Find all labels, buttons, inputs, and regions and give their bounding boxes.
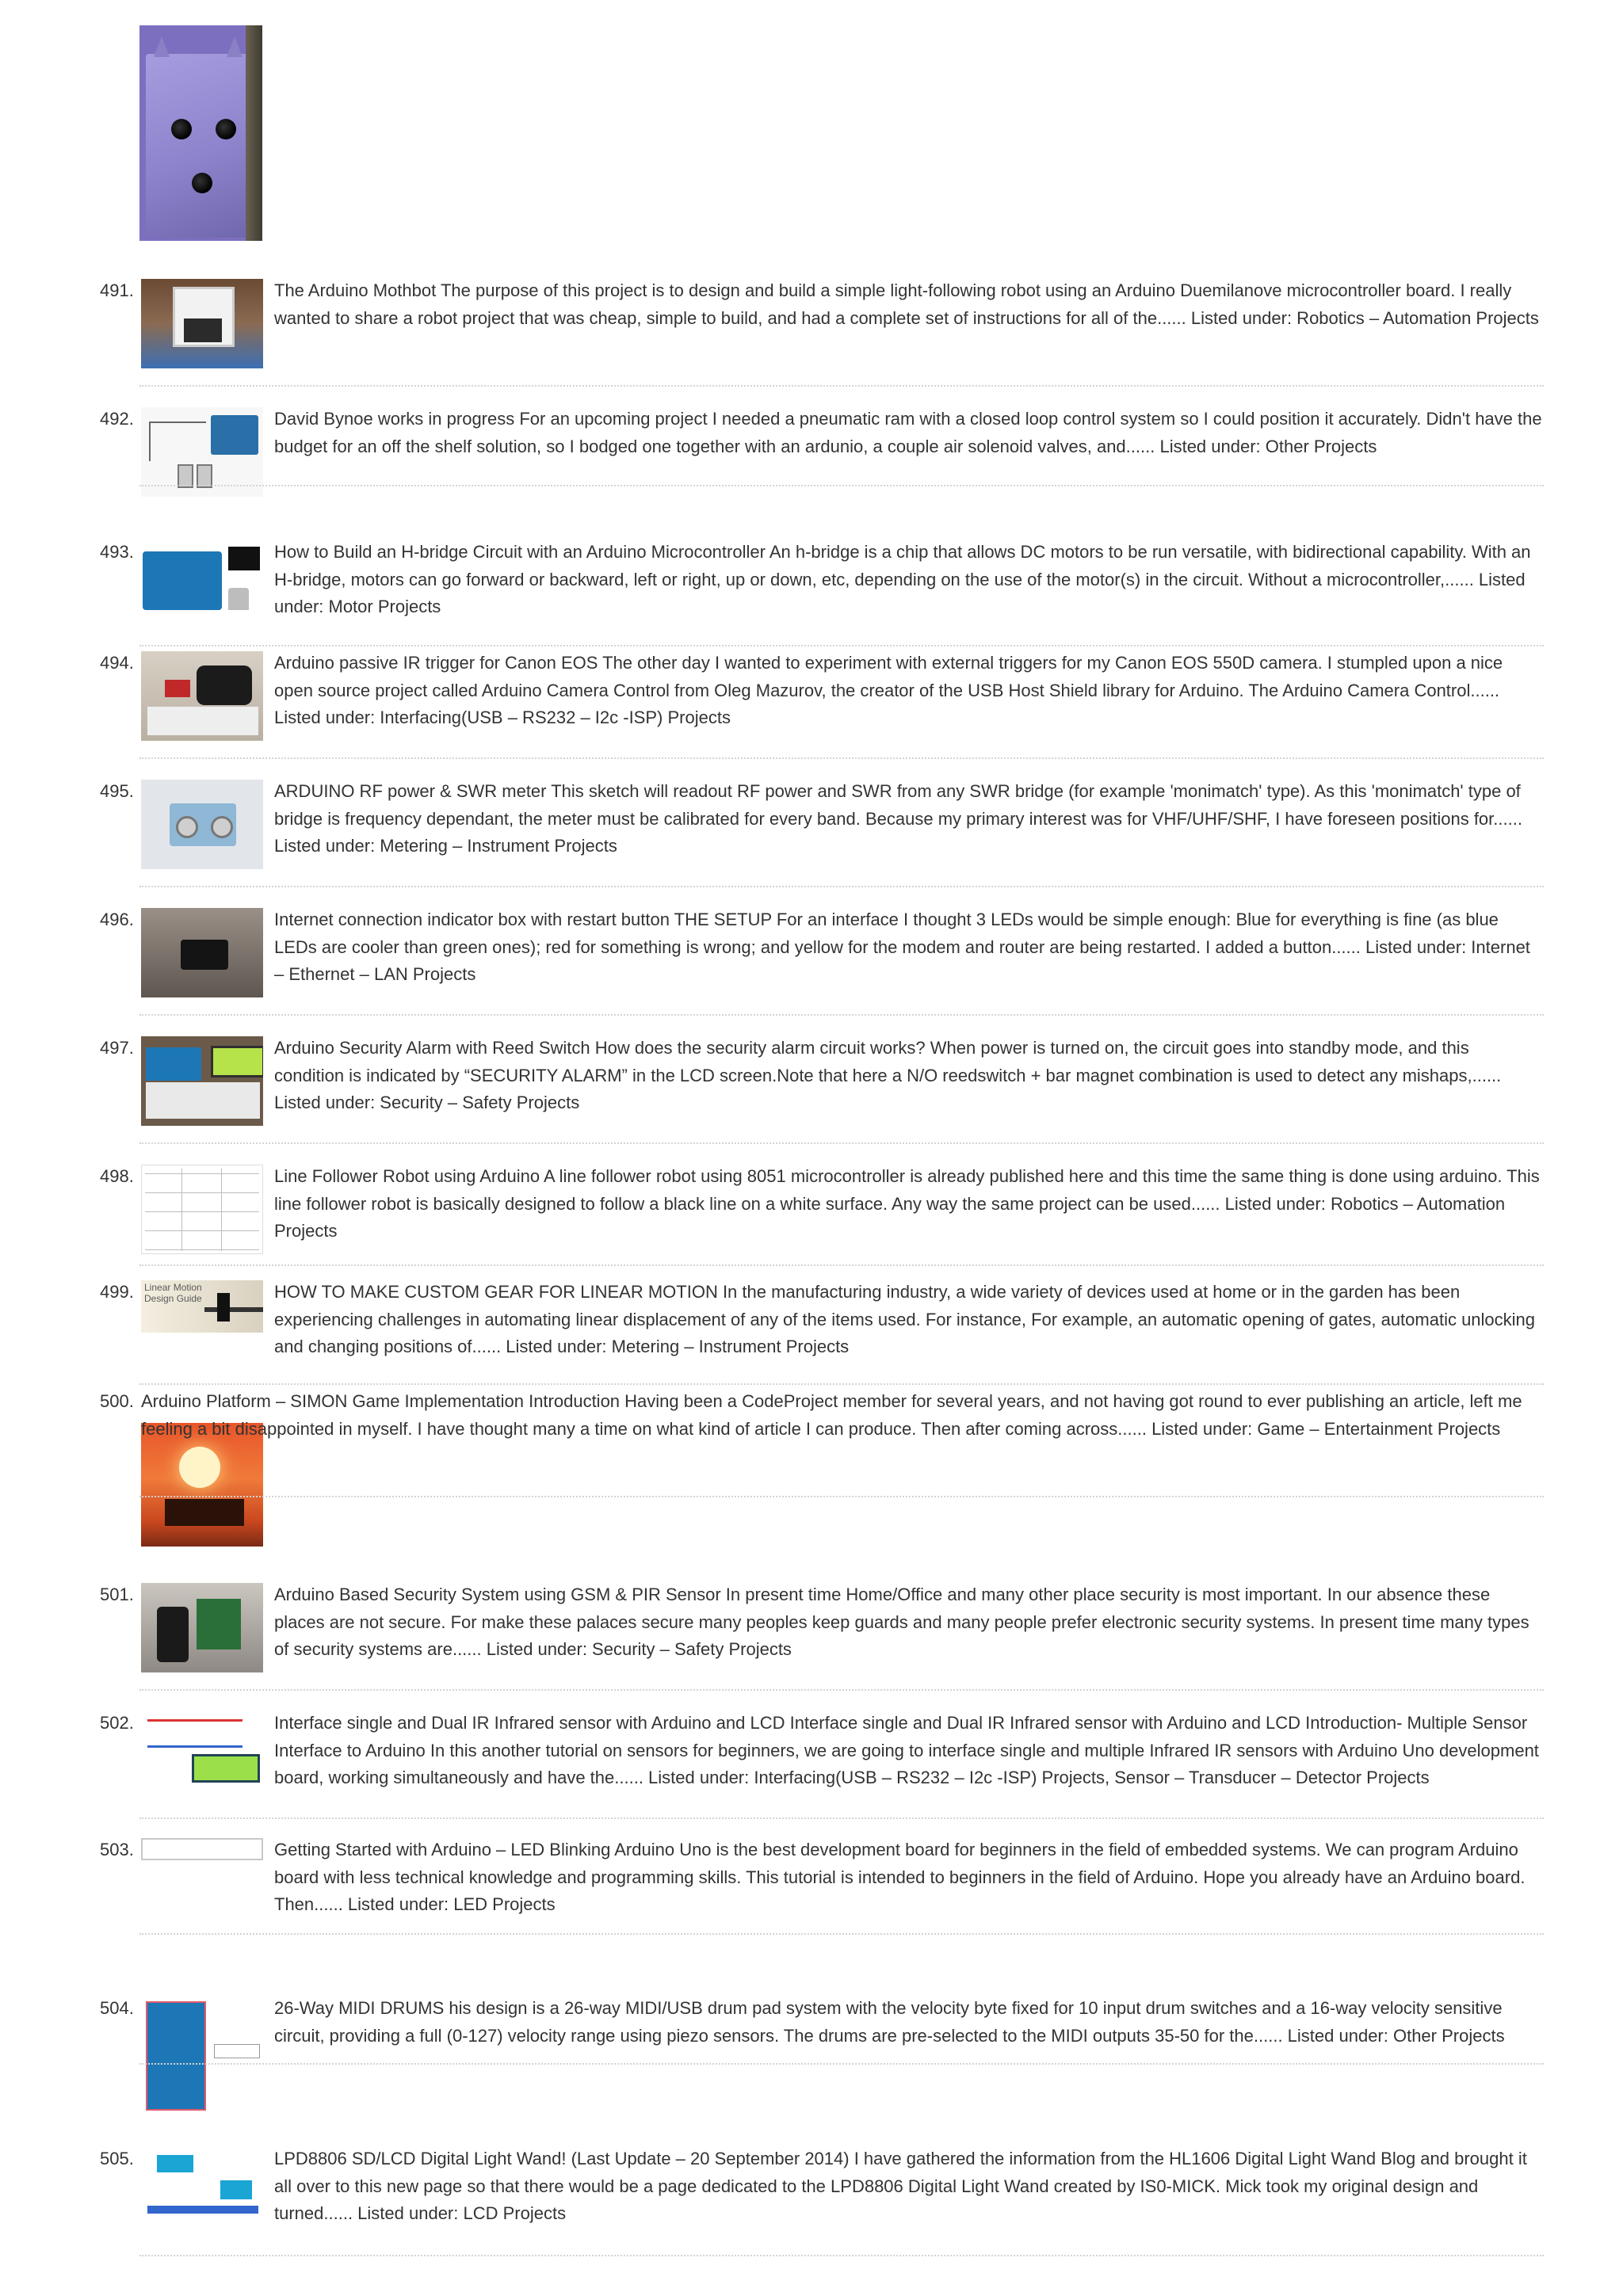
item-description[interactable]: Internet connection indicator box with restart button THE SETUP For an interface I thought 3 LEDs would be simple enough: Blue for everything is fine (as blue LEDs are cooler than green ones); red for something is wrong; and yellow for the modem and router are being restarted. I added a button...... Listed under: Internet – Ethernet – LAN Projects <box>274 910 1530 984</box>
camera <box>197 666 252 705</box>
divider <box>139 1933 1544 1935</box>
thumbnail-caption: Linear Motion Design Guide <box>144 1282 202 1304</box>
table-line <box>181 1169 182 1251</box>
box-ear <box>154 36 170 57</box>
item-number: 497. <box>100 1038 134 1058</box>
divider <box>139 1496 1544 1497</box>
item-number: 505. <box>100 2149 134 2168</box>
item-number: 491. <box>100 280 134 300</box>
item-description[interactable]: Getting Started with Arduino – LED Blinking Arduino Uno is the best development board for beginners in the field of embedded systems. We can program Arduino board with less technical knowledge and programming skills. This tutorial is intended to beginners in the field of Arduino. Hope you already have an Arduino board. Then...... Listed under: LED Projects <box>274 1840 1526 1914</box>
item-thumbnail[interactable] <box>141 651 263 741</box>
item-thumbnail[interactable] <box>141 1165 263 1254</box>
mothbot-box-image[interactable] <box>139 25 262 241</box>
h-bridge-chip <box>228 547 260 570</box>
item-number: 498. <box>100 1166 134 1186</box>
item-thumbnail[interactable] <box>141 1583 263 1672</box>
divider <box>139 1014 1544 1016</box>
table-line <box>145 1211 259 1212</box>
item-thumbnail[interactable] <box>141 908 263 997</box>
sd-module <box>157 2155 193 2172</box>
item-number: 496. <box>100 910 134 929</box>
sensor-hole <box>171 119 192 139</box>
item-description[interactable]: Arduino Based Security System using GSM & PIR Sensor In present time Home/Office and many other place security is most important. In our absence these places are not secure. For make these palaces secure many peoples keep guards and many people prefer electronic security systems. In present time many types of security systems are...... Listed under: Security – Safety Projects <box>274 1585 1529 1659</box>
item-thumbnail[interactable] <box>141 279 263 368</box>
sensor-hole <box>216 119 236 139</box>
phone <box>157 1607 189 1662</box>
item-number: 493. <box>100 542 134 562</box>
item-number: 494. <box>100 653 134 673</box>
item-number: 502. <box>100 1713 134 1733</box>
item-description[interactable] <box>141 1388 1544 1443</box>
item-description[interactable]: HOW TO MAKE CUSTOM GEAR FOR LINEAR MOTION In the manufacturing industry, a wide variety of devices used at home or in the garden has been experiencing challenges in automating linear displacement of any of the items used. For instance, For example, an automatic opening of gates, automatic unlocking and changing positions of...... Listed under: Metering – Instrument Projects <box>274 1282 1536 1356</box>
table-line <box>145 1249 259 1250</box>
item-thumbnail[interactable] <box>141 407 263 497</box>
item-number: 495. <box>100 781 134 801</box>
divider <box>139 1383 1544 1385</box>
image-edge <box>246 25 262 241</box>
item-number: 499. <box>100 1282 134 1302</box>
item-number: 504. <box>100 1998 134 2018</box>
divider <box>139 645 1544 646</box>
divider <box>139 385 1544 387</box>
item-thumbnail[interactable] <box>141 2147 263 2223</box>
sun <box>179 1447 220 1488</box>
divider <box>139 1264 1544 1266</box>
item-description[interactable]: LPD8806 SD/LCD Digital Light Wand! (Last Update – 20 September 2014) I have gathered the information from the HL1606 Digital Light Wand Blog and brought it all over to this new page so that there would be a page dedicated to the LPD8806 Digital Light Wand created by IS0-MICK. Mick took my original design and turned...... Listed under: LCD Projects <box>274 2149 1527 2223</box>
broken-image-icon[interactable] <box>141 1838 263 1860</box>
item-thumbnail[interactable] <box>141 1280 263 1333</box>
breadboard <box>146 1082 260 1119</box>
item-number: 501. <box>100 1585 134 1604</box>
box-shape <box>146 54 258 238</box>
item-thumbnail[interactable] <box>141 1711 263 1801</box>
item-number: 492. <box>100 409 134 429</box>
item-description[interactable]: Arduino passive IR trigger for Canon EOS The other day I wanted to experiment with external triggers for my Canon EOS 550D camera. I stumpled upon a nice open source project called Arduino Camera Control from Oleg Mazurov, the creator of the USB Host Shield library for Arduino. The Arduino Camera Control...... Listed under: Interfacing(USB – RS232 – I2c -ISP) Projects <box>274 653 1503 727</box>
item-number: 500. <box>100 1391 134 1411</box>
arduino-board <box>143 551 222 610</box>
table-line <box>145 1173 259 1174</box>
item-description[interactable]: Line Follower Robot using Arduino A line follower robot using 8051 microcontroller is already published here and this time the same thing is done using arduino. This line follower robot is basically designed to follow a black line on a white surface. Any way the same project can be used...... Listed under: Robotics – Automation Projects <box>274 1166 1540 1241</box>
box-ear <box>227 36 242 57</box>
connector <box>176 816 198 838</box>
divider <box>139 2255 1544 2256</box>
indicator-box <box>181 940 228 970</box>
piezo-circuit <box>214 2044 260 2058</box>
table-line <box>145 1230 259 1231</box>
table-line <box>145 1192 259 1193</box>
divider <box>139 886 1544 887</box>
item-thumbnail[interactable] <box>141 540 263 610</box>
carriage <box>217 1293 230 1322</box>
item-description[interactable]: The Arduino Mothbot The purpose of this project is to design and build a simple light-following robot using an Arduino Duemilanove microcontroller board. I really wanted to share a robot project that was cheap, simple to build, and had a complete set of instructions for all of the...... Listed under: Robotics – Automation Projects <box>274 280 1539 328</box>
item-description-text: Arduino Platform – SIMON Game Implementation Introduction Having been a CodeProject member for several years, and not having got round to ever publishing an article, left me feeling a bit disappointed in myself. I have thought many a time on what kind of article I can produce. Then after coming across...... Listed under: Game – Entertainment Projects <box>141 1391 1522 1439</box>
connector <box>211 816 233 838</box>
item-description[interactable]: How to Build an H-bridge Circuit with an Arduino Microcontroller An h-bridge is a chip that allows DC motors to be run versatile, with bidirectional capability. With an H-bridge, motors can go forward or backward, left or right, up or down, etc, depending on the use of the motor(s) in the circuit. Without a microcontroller,...... Listed under: Motor Projects <box>274 542 1531 616</box>
wires <box>147 1719 242 1748</box>
item-thumbnail[interactable] <box>141 1036 263 1126</box>
item-thumbnail[interactable] <box>141 780 263 869</box>
item-number: 503. <box>100 1840 134 1859</box>
sensor-module <box>165 680 190 697</box>
oil-rig-silhouette <box>165 1499 244 1526</box>
arduino-board <box>146 1047 201 1081</box>
divider <box>139 1817 1544 1819</box>
item-thumbnail[interactable] <box>141 1997 263 2115</box>
item-description[interactable]: ARDUINO RF power & SWR meter This sketch will readout RF power and SWR from any SWR bridge (for example 'monimatch' type). As this 'monimatch' type of bridge is frequency dependant, the meter must be calibrated for every band. Because my primary interest was for VHF/UHF/SHF, I have foreseen positions for...... Listed under: Metering – Instrument Projects <box>274 781 1522 856</box>
item-description[interactable]: Interface single and Dual IR Infrared sensor with Arduino and LCD Interface single and Dual IR Infrared sensor with Arduino and LCD Introduction- Multiple Sensor Interface to Arduino In this another tutorial on sensors for beginners, we are going to interface single and multiple Infrared IR sensors with Arduino Uno development board, working simultaneously and have the...... Listed under: Interfacing(USB – RS232 – I2c -ISP) Projects, Sensor – Transducer – Detector Projects <box>274 1713 1539 1787</box>
table-line <box>221 1169 222 1251</box>
divider <box>139 1142 1544 1144</box>
dc-motor <box>228 588 249 610</box>
item-description[interactable]: 26-Way MIDI DRUMS his design is a 26-way MIDI/USB drum pad system with the velocity byte fixed for 10 input drum switches and a 16-way velocity sensitive circuit, providing a full (0-127) velocity range using piezo sensors. The drums are pre-selected to the MIDI outputs 35-50 for the...... Listed under: Other Projects <box>274 1998 1505 2046</box>
arduino-board <box>211 415 258 455</box>
breadboard <box>147 707 258 735</box>
item-description[interactable]: Arduino Security Alarm with Reed Switch How does the security alarm circuit works? When power is turned on, the circuit goes into standby mode, and this condition is indicated by “SECURITY ALARM” in the LCD screen.Note that here a N/O reedswitch + bar magnet combination is used to detect any mishaps,...... Listed under: Security – Safety Projects <box>274 1038 1502 1112</box>
lcd-screen <box>192 1754 260 1783</box>
divider <box>139 1689 1544 1691</box>
lcd-screen <box>211 1046 263 1077</box>
robot-battery <box>184 318 222 342</box>
linear-rail <box>204 1307 263 1312</box>
divider <box>139 485 1544 486</box>
arduino-mega <box>146 2001 206 2111</box>
divider <box>139 2063 1544 2065</box>
divider <box>139 757 1544 759</box>
led-strip <box>147 2206 258 2214</box>
circuit-board <box>197 1599 241 1650</box>
lcd-module <box>220 2180 252 2199</box>
sensor-hole <box>192 173 212 193</box>
item-description[interactable]: David Bynoe works in progress For an upcoming project I needed a pneumatic ram with a closed loop control system so I could position it accurately. Didn't have the budget for an off the shelf solution, so I bodged one together with an ardunio, a couple air solenoid valves, and...... Listed under: Other Projects <box>274 409 1542 456</box>
wire-lines <box>149 421 206 461</box>
